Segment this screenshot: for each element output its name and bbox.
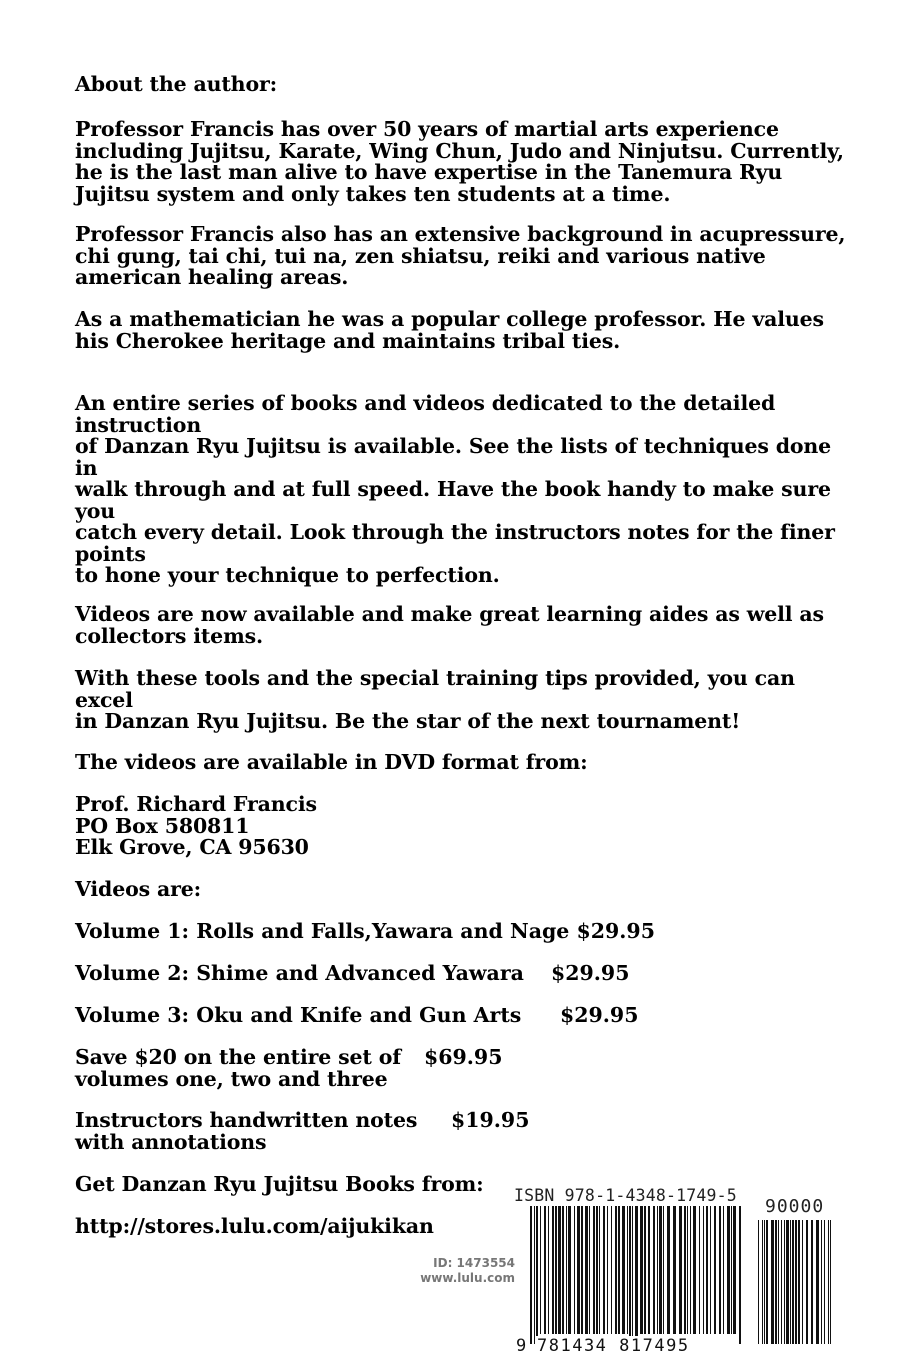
barcode-icon: [510, 1206, 840, 1354]
books-heading: Get Danzan Ryu Jujitsu Books from:: [75, 1172, 484, 1196]
store-url: http://stores.lulu.com/aijukikan: [75, 1214, 434, 1238]
product-name: Volume 1: Rolls and Falls,Yawara and Nage: [75, 919, 570, 943]
ean-digits: 781434 817495: [537, 1336, 690, 1356]
product-price: $29.95: [551, 961, 630, 985]
ean-first-digit: 9: [516, 1336, 527, 1356]
addon-code: 90000: [765, 1196, 825, 1217]
product-name: Volume 2: Shime and Advanced Yawara: [75, 961, 524, 985]
videos-are-heading: Videos are:: [75, 877, 202, 901]
videos-available-paragraph: Videos are now available and make great learning aides as well as collectors items.: [75, 602, 824, 648]
bio-paragraph-3: As a mathematician he was a popular college professor. He values his Cherokee heritage and maintains tribal ties.: [75, 307, 824, 353]
tools-paragraph: With these tools and the special training tips provided, you can excel in Danzan Ryu Jujitsu. Be the star of the next tournament!: [75, 666, 795, 733]
product-price: $69.95: [424, 1045, 503, 1069]
lulu-site: www.lulu.com: [420, 1271, 515, 1285]
product-item: [75, 921, 655, 943]
product-price: $19.95: [451, 1108, 530, 1132]
product-name: Instructors handwritten notes with annotations: [75, 1108, 418, 1154]
lulu-id-stamp: [395, 1256, 515, 1286]
series-paragraph: An entire series of books and videos dedicated to the detailed instruction of Danzan Ryu Jujitsu is available. See the lists of techniques done in walk through and at full speed. Have the book handy to make sure you catch every detail. Look through the instructors notes for the finer points to hone your technique to perfection.: [75, 391, 835, 587]
bio-paragraph-2: Professor Francis also has an extensive background in acupressure, chi gung, tai chi, tui na, zen shiatsu, reiki and various native american healing areas.: [75, 222, 846, 289]
mailing-address: Prof. Richard Francis PO Box 580811 Elk Grove, CA 95630: [75, 792, 317, 859]
product-price: $29.95: [576, 919, 655, 943]
product-name: Save $20 on the entire set of volumes one, two and three: [75, 1045, 401, 1091]
dvd-heading: The videos are available in DVD format from:: [75, 750, 588, 774]
product-item: [75, 1005, 521, 1027]
about-heading: About the author:: [75, 72, 278, 96]
isbn-label: ISBN 978-1-4348-1749-5: [514, 1186, 737, 1205]
lulu-id: ID: 1473554: [433, 1256, 515, 1270]
bio-paragraph-1: Professor Francis has over 50 years of martial arts experience including Jujitsu, Karate, Wing Chun, Judo and Ninjutsu. Currently, he is the last man alive to have expertise in the Tanemura Ryu Jujitsu system and only takes ten students at a time.: [75, 117, 844, 206]
product-item: [75, 963, 524, 985]
product-price: $29.95: [560, 1003, 639, 1027]
product-name: Volume 3: Oku and Knife and Gun Arts: [75, 1003, 522, 1027]
